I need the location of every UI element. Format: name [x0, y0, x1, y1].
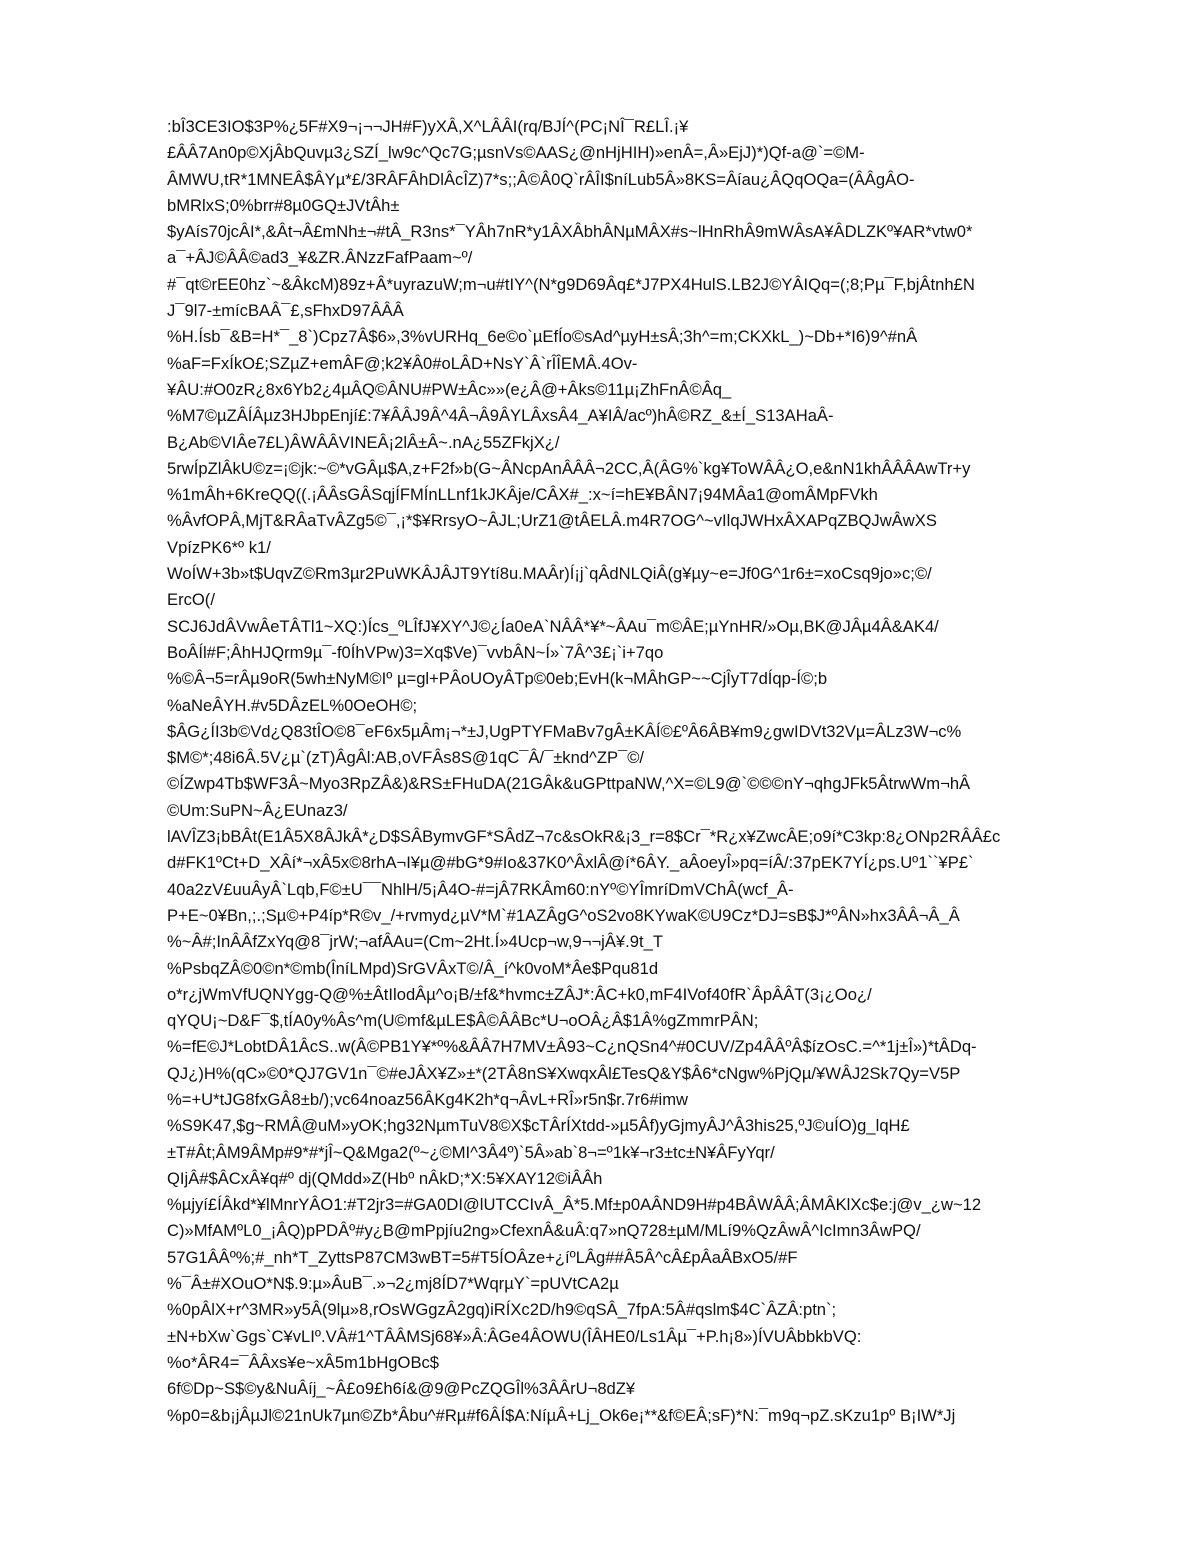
text-line: B¿Ab©VIÂe7£L)ÂWÂÂVINEÂ¡2lÂ±Â~.nA¿55ZFkjX¿/: [167, 432, 560, 452]
text-line: %¯Â±#XOuO*N$.9:µ»ÂuB¯.»¬2¿mj8ÍD7*WqrµY`=pUVtCA2µ: [167, 1274, 619, 1294]
text-line: ErcO(/: [167, 590, 215, 610]
text-line: %H.Ísb¯&B=H*¯_8`)Cpz7Â$6»,3%vURHq_6e©o`µEfÍo©sAd^µyH±sÂ;3h^=m;CKXkL_)~Db+*I6)9^#nÂ: [167, 327, 918, 347]
text-line: %o*ÂR4=¯ÂÂxs¥e~xÂ5m1bHgOBc$: [167, 1352, 440, 1372]
text-line: d#FK1ºCt+D_XÂí*¬xÂ5x©8rhA¬I¥µ@#bG*9#Io&37K0^ÂxlÂ@í*6ÂY._aÂoeyÎ»pq=íÂ/:37pEK7YÍ¿ps.Uº1``¥P£`: [167, 853, 974, 873]
text-line: J¯9l7-±mícBAÂ¯£,sFhxD97ÂÂÂ: [167, 301, 404, 321]
text-line: ©Um:SuPN~Â¿EUnaz3/: [167, 800, 348, 820]
text-line: %~Â#;InÂÂfZxYq@8¯jrW;¬afÂAu=(Cm~2Ht.Í»4Ucp¬w,9¬¬jÂ¥.9t_T: [167, 932, 663, 952]
text-line: P+E~0¥Bn,;.;Sµ©+P4íp*R©v_/+rvmyd¿µV*M`#1AZÂgG^oS2vo8KYwaK©U9Cz*DJ=sB$J*ºÂN»hx3ÂÂ¬Â_Â: [167, 905, 960, 925]
text-line: $M©*;48i6Â.5V¿µ`(zT)ÂgÂl:AB,oVFÂs8S@1qC¯Â/¯±knd^ZP¯©/: [167, 748, 645, 768]
text-line: 6f©Dp~S$©y&NuÂíj_~Â£o9£h6í&@9@PcZQGÎl%3ÂÂrU¬8dZ¥: [167, 1379, 636, 1399]
text-line: %ÂvfOPÂ,MjT&RÂaTvÂZg5©¯,¡*$¥RrsyO~ÂJL;UrZ1@tÂELÂ.m4R7OG^~vIlqJWHxÂXAPqZBQJwÂwXS: [167, 511, 937, 531]
text-line: %M7©µZÂÍÂµz3HJbpEnjí£:7¥ÂÂJ9Â^4Â¬Â9ÂYLÂxsÂ4_A¥IÂ/acº)hÂ©RZ_&±Í_S13AHaÂ-: [167, 406, 834, 426]
text-line: %=fE©J*LobtDÂ1ÂcS..w(Â©PB1Y¥*º%&ÂÂ7H7MV±Â93~C¿nQSn4^#0CUV/Zp4ÂÂºÂ$ízOsC.=^*1j±Î»)*tÂDq-: [167, 1037, 977, 1057]
text-line: %µjyí£ÍÂkd*¥lMnrYÂO1:#T2jr3=#GA0DI@lUTCCIvÂ_Â*5.Mf±p0AÂND9H#p4BÂWÂÂ;ÂMÂKlXc$e:j@v_¿w~12: [167, 1195, 982, 1215]
text-line: :bÎ3CE3IO$3P%¿5F#X9¬¡¬¬JH#F)yXÂ,X^LÂÂI(rq/BJÍ^(PC¡NÎ¯R£LÎ.¡¥: [167, 117, 689, 136]
text-line: o*r¿jWmVfUQNYgg-Q@%±ÂtIlodÂµ^o¡B/±f&*hvmc±ZÂJ*:ÂC+k0,mF4IVof40fR`ÂpÂÂT(3¡¿Oo¿/: [167, 984, 872, 1004]
text-line: £ÂÂ7An0p©XjÂbQuvµ3¿SZÍ_lw9c^Qc7G;µsnVs©AAS¿@nHjHIH)»enÂ=,Â»EjJ)*)Qf-a@`=©M-: [167, 143, 865, 163]
text-line: ±N+bXw`Ggs`C¥vLIº.VÂ#1^TÂÂMSj68¥»Â:ÂGe4ÂOWU(ÎÂHE0/Ls1Âµ¯+P.h¡8»)ÍVUÂbbkbVQ:: [167, 1326, 862, 1346]
text-line: BoÂÍl#F;ÂhHJQrm9µ¯-f0ÍhVPw)3=Xq$Ve)¯vvbÂN~Í»`7Â^3£¡`i+7qo: [167, 642, 664, 662]
text-line: %p0=&b¡jÂµJl©21nUk7µn©Zb*Âbu^#Rµ#f6ÂÍ$A:NíµÂ+Lj_Ok6e¡**&f©EÂ;sF)*N:¯m9q¬pZ.sKzu1pº B¡IW*Jj: [167, 1405, 956, 1425]
text-line: ±T#Ât;ÂM9ÂMp#9*#*jÎ~Q&Mga2(º~¿©MI^3Â4º)`5Â»ab`8¬=º1k¥¬r3±tc±N¥ÂFyYqr/: [167, 1142, 775, 1162]
text-line: VpízPK6*º k1/: [167, 537, 271, 557]
text-line: ¥ÂU:#O0zR¿8x6Yb2¿4µÂQ©ÂNU#PW±Âc»»(e¿Â@+Âks©11µ¡ZhFnÂ©Âq_: [167, 379, 732, 399]
text-line: 40a2zV£uuÂyÂ`Lqb,F©±U¯¯NhlH/5¡Â4O-#=jÂ7RKÂm60:nYº©YÎmríDmVChÂ(wcf_Â-: [167, 879, 794, 899]
text-line: bMRlxS;0%brr#8µ0GQ±JVtÂh±: [167, 195, 400, 215]
text-line: %aNeÂYH.#v5DÂzEL%0OeOH©;: [167, 695, 418, 715]
text-line: %PsbqZÂ©0©n*©mb(ÎníLMpd)SrGVÂxT©/Â_í^k0voM*Âe$Pqu81d: [167, 958, 659, 978]
text-line: $yAís70jcÂI*,&Ât¬Â£mNh±¬#tÂ_R3ns*¯YÂh7nR*y1ÂXÂbhÂNµMÂX#s~lHnRhÂ9mWÂsA¥ÂDLZKº¥AR*vtw0*: [167, 222, 973, 242]
document-body-text: [167, 114, 1127, 1429]
text-line: #¯qt©rEE0hz`~&ÂkcM)89z+Â*uyrazuW;m¬u#tIY^(N*g9D69Âq£*J7PX4HulS.LB2J©YÂIQq=(;8;Pµ¯F,bjÂtnh£N: [167, 274, 975, 294]
text-line: WoÍW+3b»t$UqvZ©Rm3µr2PuWKÂJÂJT9Ytí8u.MAÂr)Í¡j`qÂdNLQiÂ(g¥µy~e=Jf0G^1r6±=xoCsq9jo»c;©/: [167, 564, 932, 584]
text-line: ÂMWU,tR*1MNEÂ$ÂYµ*£/3RÂFÂhDlÂcÎZ)7*s;;Â©Â0Q`rÂÎI$níLub5Â»8KS=Âíau¿ÂQqOQa=(ÂÂgÂO-: [167, 169, 915, 189]
text-line: 5rwÍpZlÂkU©z=¡©jk:~©*vGÂµ$A,z+F2f»b(G~ÂNcpAnÂÂÂ¬2CC,Â(ÂG%`kg¥ToWÂÂ¿O,e&nN1khÂÂÂAwTr+y: [167, 458, 971, 478]
text-line: %©Â¬5=rÂµ9oR(5wh±NyM©Iº µ=gl+PÂoUOyÂTp©0eb;EvH(k¬MÂhGP~~CjÎyT7dÍqp-Í©;b: [167, 669, 828, 689]
text-line: 57G1ÂÂº%;#_nh*T_ZyttsP87CM3wBT=5#T5ÍOÂze+¿íºLÂg##Â5Â^cÂ£pÂaÂBxO5/#F: [167, 1247, 798, 1267]
text-line: QJ¿)H%(qC»©0*QJ7GV1n¯©#eJÂX¥Z»±*(2TÂ8nS¥XwqxÂl£TesQ&Y$Â6*cNgw%PjQµ/¥WÂJ2Sk7Qy=V5P: [167, 1063, 961, 1083]
text-line: %aF=FxÍkO£;SZµZ+emÂF@;k2¥Â0#oLÂD+NsY`Â`rÎÎEMÂ.4Ov-: [167, 353, 638, 373]
text-line: qYQU¡~D&F¯$,tÍA0y%Âs^m(U©mf&µLE$Â©ÂÂBc*U¬oOÂ¿Â$1Â%gZmmrPÂN;: [167, 1011, 759, 1031]
text-line: %0pÂlX+r^3MR»y5Â(9lµ»8,rOsWGgzÂ2gq)iRÍXc2D/h9©qSÂ_7fpA:5Â#qslm$4C`ÂZÂ:ptn`;: [167, 1300, 837, 1320]
text-line: C)»MfAMºL0_¡ÂQ)pPDÂº#y¿B@mPpjíu2ng»CfexnÂ&uÂ:q7»nQ728±µM/MLí9%QzÂwÂ^IcImn3ÂwPQ/: [167, 1221, 921, 1241]
text-line: %=+U*tJG8fxGÂ8±b/);vc64noaz56ÂKg4K2h*q¬ÂvL+RÎ»r5n$r.7r6#imw: [167, 1089, 689, 1109]
text-line: SCJ6JdÂVwÂeTÂTl1~XQ:)Ícs_ºLÎfJ¥XY^J©¿Ía0eA`NÂÂ*¥*~ÂAu¯m©ÂE;µYnHR/»Oµ,BK@JÂµ4Â&AK4/: [167, 616, 939, 636]
text-line: ©ÍZwp4Tb$WF3Â~Myo3RpZÂ&)&RS±FHuDA(21GÂk&uGPttpaNW,^X=©L9@`©©©nY¬qhgJFk5ÂtrwWm¬hÂ: [167, 774, 971, 794]
text-line: QIjÂ#$ÂCxÂ¥q#º dj(QMdd»Z(Hbº nÂkD;*X:5¥XAY12©iÂÂh: [167, 1168, 603, 1188]
text-line: $ÂG¿ÍI3b©Vd¿Q83tÎO©8¯eF6x5µÂm¡¬*±J,UgPTYFMaBv7gÂ±KÂÍ©£ºÂ6ÂB¥m9¿gwIDVt32Vµ=ÂLz3W¬c%: [167, 721, 962, 741]
text-line: lAVÎZ3¡bBÂt(E1Â5X8ÂJkÂ*¿D$SÂBymvGF*SÂdZ¬7c&sOkR&¡3_r=8$Cr¯*R¿x¥ZwcÂE;o9í*C3kp:8¿ONp2RÂÂ£c: [167, 827, 1001, 847]
text-line: %S9K47,$g~RMÂ@uM»yOK;hg32NµmTuV8©X$cTÂrÍXtdd-»µ5Âf)yGjmyÂJ^Â3his25,ºJ©uÍO)g_lqH£: [167, 1116, 910, 1136]
text-line: a¯+ÂJ©ÂÂ©ad3_¥&ZR.ÂNzzFafPaam~º/: [167, 248, 473, 268]
text-line: %1mÂh+6KreQQ((.¡ÂÂsGÂSqjÍFMÍnLLnf1kJKÂje/CÂX#_:x~í=hE¥BÂN7¡94MÂa1@omÂMpFVkh: [167, 485, 878, 505]
